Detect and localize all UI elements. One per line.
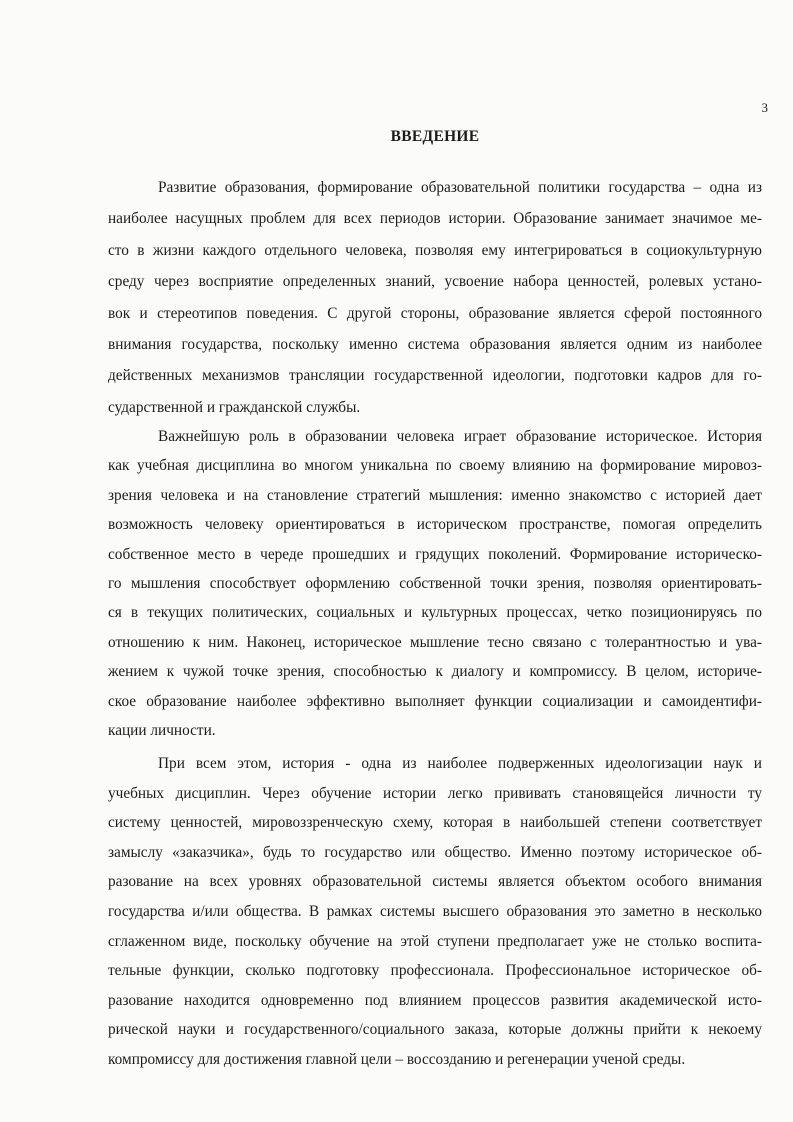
text-line: разование на всех уровнях образовательной системы является объектом особого внимания bbox=[108, 873, 762, 891]
text-line: сударственной и гражданской службы. bbox=[108, 398, 361, 416]
paragraph-1 bbox=[108, 172, 762, 423]
text-line: среду через восприятие определенных знаний, усвоение набора ценностей, ролевых устано- bbox=[108, 273, 762, 291]
text-line: разование находится одновременно под влиянием процессов развития академической исто- bbox=[108, 991, 762, 1009]
text-line: тельные функции, сколько подготовку профессионала. Профессиональное историческое об- bbox=[108, 962, 762, 980]
text-line: Развитие образования, формирование образовательной политики государства – одна из bbox=[158, 179, 762, 196]
text-line: сто в жизни каждого отдельного человека, позволяя ему интегрироваться в социокультурную bbox=[108, 241, 762, 259]
text-line: кации личности. bbox=[108, 721, 216, 739]
text-line: зрения человека и на становление стратегий мышления: именно знакомство с историей дает bbox=[108, 486, 762, 504]
text-line: Важнейшую роль в образовании человека играет образование историческое. История bbox=[158, 428, 762, 445]
paragraph-3 bbox=[108, 749, 762, 1075]
text-line: внимания государства, поскольку именно система образования является одним из наиболее bbox=[108, 335, 762, 353]
text-line: замыслу «заказчика», будь то государство или общество. Именно поэтому историческое об- bbox=[108, 843, 762, 861]
text-line: сглаженном виде, поскольку обучение на этой ступени предполагает уже не столько воспита- bbox=[108, 932, 762, 950]
text-line: как учебная дисциплина во многом уникальна по своему влиянию на формирование мировоз- bbox=[108, 457, 762, 475]
text-line: отношению к ним. Наконец, историческое мышление тесно связано с толерантностью и ува- bbox=[108, 633, 762, 651]
text-line: возможность человеку ориентироваться в историческом пространстве, помогая определить bbox=[108, 516, 762, 534]
page-title: ВВЕДЕНИЕ bbox=[390, 128, 480, 145]
text-line: собственное место в череде прошедших и грядущих поколений. Формирование историческо- bbox=[108, 545, 762, 563]
text-line: ся в текущих политических, социальных и культурных процессах, четко позиционируясь по bbox=[108, 604, 762, 622]
text-line: При всем этом, история - одна из наиболее подверженных идеологизации наук и bbox=[158, 755, 762, 772]
text-line: действенных механизмов трансляции государственной идеологии, подготовки кадров для го- bbox=[108, 367, 762, 385]
text-line: рической науки и государственного/социального заказа, которые должны прийти к некоему bbox=[108, 1021, 762, 1039]
text-line: государства и/или общества. В рамках системы высшего образования это заметно в несколько bbox=[108, 902, 762, 920]
text-line: вок и стереотипов поведения. С другой стороны, образование является сферой постоянного bbox=[108, 304, 762, 322]
text-line: го мышления способствует оформлению собственной точки зрения, позволяя ориентировать- bbox=[108, 574, 762, 592]
text-line: жением к чужой точке зрения, способностью к диалогу и компромиссу. В целом, историче- bbox=[108, 663, 762, 681]
text-line: компромиссу для достижения главной цели – воссозданию и регенерации ученой среды. bbox=[108, 1050, 686, 1068]
text-line: ское образование наиболее эффективно выполняет функции социализации и самоидентифи- bbox=[108, 692, 762, 710]
page-number: 3 bbox=[761, 100, 768, 115]
text-line: учебных дисциплин. Через обучение истории легко прививать становящейся личности ту bbox=[108, 784, 762, 802]
paragraph-2 bbox=[108, 422, 762, 745]
text-line: систему ценностей, мировоззренческую схему, которая в наибольшей степени соответствует bbox=[108, 814, 762, 832]
text-line: наиболее насущных проблем для всех периодов истории. Образование занимает значимое ме- bbox=[108, 210, 762, 228]
